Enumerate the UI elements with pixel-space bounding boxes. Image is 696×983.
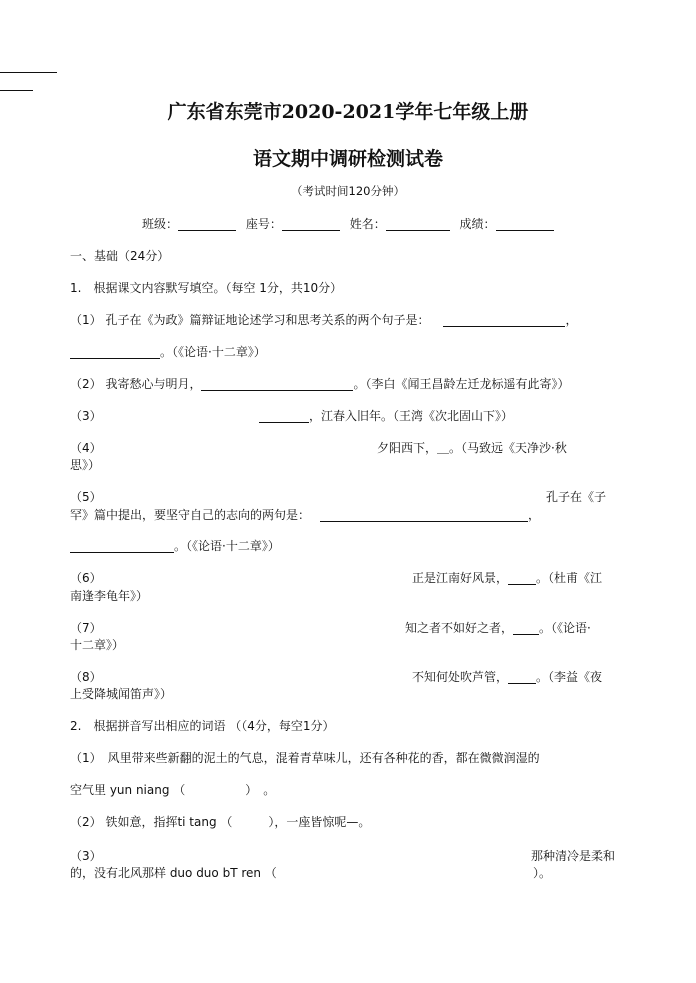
q1-item-2-source: 。（李白《闻王昌龄左迁龙标遥有此寄》） — [353, 377, 570, 391]
section-heading: 一、基础（24分） — [70, 249, 170, 263]
q1-item-6-source: 。（杜甫《江 — [536, 571, 603, 585]
class-field[interactable] — [178, 218, 236, 231]
q1-item-7-blank[interactable] — [513, 622, 539, 635]
exam-title: 广东省东莞市2020-2021学年七年级上册 — [167, 101, 529, 123]
q1-item-7 — [405, 619, 591, 636]
q1-item-7-text: 知之者不如好之者， — [405, 621, 514, 635]
exam-subtitle: 语文期中调研检测试卷 — [252, 148, 443, 170]
q1-item-6-text: 正是江南好风景， — [412, 571, 509, 585]
question-2-prompt: 2. 根据拼音写出相应的词语 （（4分，每空1分） — [70, 719, 335, 733]
q1-item-5-blank-a[interactable] — [320, 509, 528, 522]
name-field[interactable] — [386, 218, 450, 231]
q2-item-1-cont[interactable]: 空气里 yun niang （ ） 。 — [70, 783, 276, 797]
q1-item-1-blank-a[interactable] — [443, 314, 565, 327]
q2-item-3-end: ）。 — [533, 866, 552, 880]
q1-item-8-blank[interactable] — [508, 671, 536, 684]
q1-item-3 — [259, 407, 513, 424]
q1-item-1-comma: ， — [565, 313, 578, 327]
q1-item-6-cont: 南逢李龟年》） — [70, 589, 149, 603]
q1-item-1-text: （1） 孔子在《为政》篇辩证地论述学习和思考关系的两个句子是： — [70, 313, 430, 327]
q2-item-3-text: 那种清冷是柔和 — [531, 849, 616, 863]
margin-rule-bottom — [0, 90, 33, 91]
q1-item-7-num: （7） — [70, 621, 102, 635]
q1-item-4-num: （4） — [70, 441, 102, 455]
q1-item-8-num: （8） — [70, 670, 102, 684]
q1-item-5-line3 — [70, 537, 280, 554]
q1-item-3-num: （3） — [70, 409, 102, 423]
q1-item-5-line2 — [70, 506, 540, 523]
seat-field[interactable] — [282, 218, 340, 231]
q1-item-3-blank[interactable] — [259, 410, 309, 423]
q1-item-8-source: 。（李益《夜 — [536, 670, 603, 684]
q1-item-8-text: 不知何处吹芦管， — [412, 670, 509, 684]
q1-item-6-num: （6） — [70, 571, 102, 585]
q1-item-1-source: 。（《论语·十二章》） — [160, 345, 266, 359]
q1-item-2-text: （2） 我寄愁心与明月， — [70, 377, 202, 391]
q1-item-5-prompt: 罕》篇中提出，要坚守自己的志向的两句是： — [70, 508, 311, 522]
question-1-prompt: 1. 根据课文内容默写填空。（每空 1分，共10分） — [70, 281, 343, 295]
q1-item-2 — [70, 375, 569, 392]
q1-item-3-text: ，江春入旧年。（王湾《次北固山下》） — [309, 409, 514, 423]
q1-item-6 — [412, 569, 602, 586]
q1-item-1-blank-b[interactable] — [70, 346, 160, 359]
class-label: 班级： — [142, 217, 179, 231]
score-label: 成绩： — [459, 217, 496, 231]
q1-item-6-blank[interactable] — [508, 572, 536, 585]
q1-item-4-cont: 思》） — [70, 458, 101, 472]
q2-item-2[interactable]: （2） 铁如意，指挥ti tang （ ），一座皆惊呢—。 — [70, 815, 371, 829]
q1-item-4-text: 夕阳西下，＿。（马致远《天净沙·秋 — [377, 441, 567, 455]
q1-item-5-comma: ， — [528, 508, 541, 522]
name-label: 姓名： — [349, 217, 386, 231]
q1-item-8 — [412, 668, 602, 685]
q1-item-5-text: 孔子在《子 — [546, 490, 607, 504]
q1-item-7-cont: 十二章》） — [70, 638, 125, 652]
time-note: （考试时间120分钟） — [291, 184, 405, 198]
q2-item-1: （1） 风里带来些新翻的泥土的气息，混着青草味儿，还有各种花的香，都在微微润湿的 — [70, 751, 540, 765]
q2-item-3-num: （3） — [70, 849, 102, 863]
q1-item-5-source: 。（《论语·十二章》） — [174, 539, 280, 553]
q1-item-1-cont — [70, 343, 266, 360]
q1-item-8-cont: 上受降城闻笛声》） — [70, 687, 173, 701]
score-field[interactable] — [496, 218, 554, 231]
q1-item-5-num: （5） — [70, 490, 102, 504]
seat-label: 座号： — [245, 217, 282, 231]
q1-item-2-blank[interactable] — [201, 378, 353, 391]
q2-item-3-cont[interactable]: 的，没有北风那样 duo duo bT ren （ — [70, 866, 277, 880]
q1-item-5-blank-b[interactable] — [70, 540, 174, 553]
student-info-line — [142, 215, 554, 232]
margin-rule-top — [0, 72, 57, 73]
q1-item-7-source: 。（《论语· — [539, 621, 591, 635]
q1-item-1 — [70, 311, 577, 328]
